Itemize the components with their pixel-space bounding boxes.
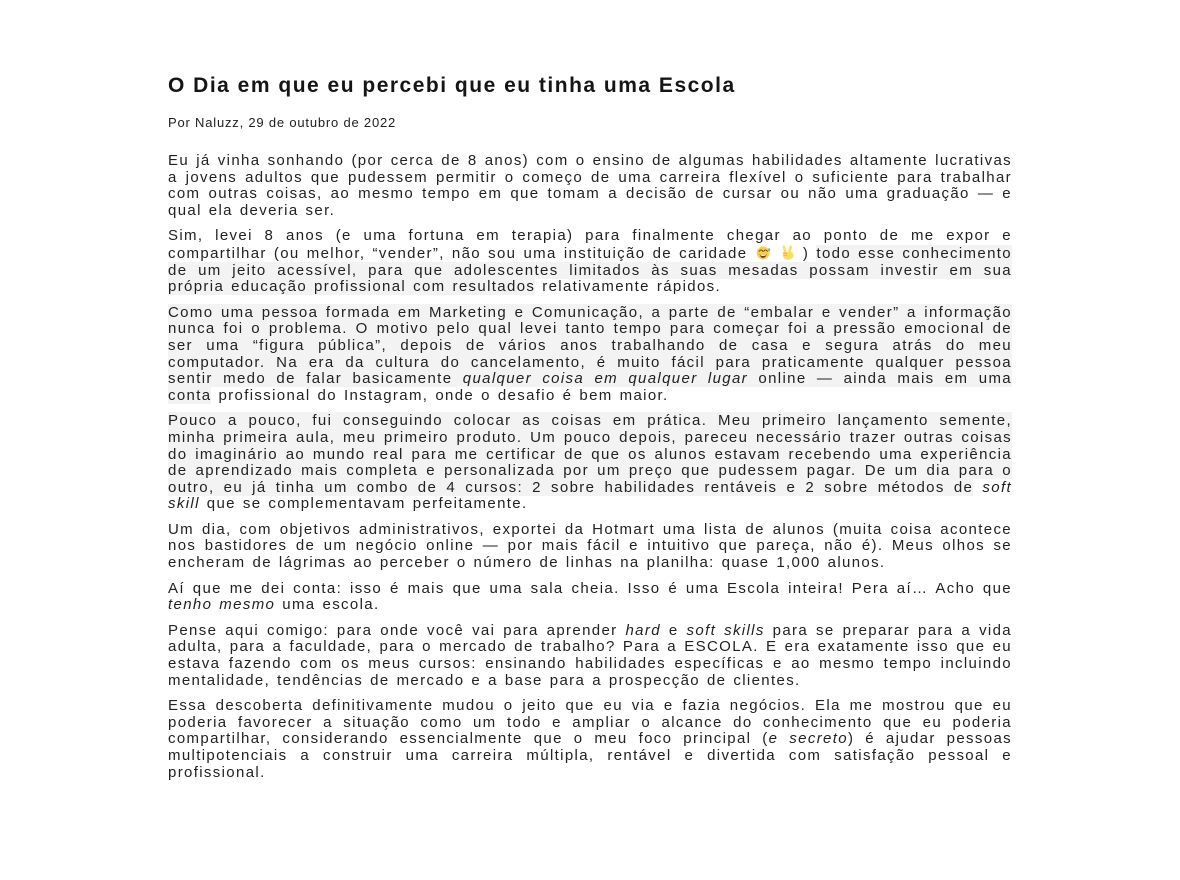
text-run: Sim, levei 8 anos (e uma fortuna em terapia) para finalmente chegar ao ponto de me expor e compartilhar (ou melhor, “vender”, não sou uma instituição de caridade: [168, 227, 1012, 262]
article-paragraph: [168, 623, 1012, 689]
article-byline: Por Naluzz, 29 de outubro de 2022: [168, 115, 397, 130]
text-run: soft skills: [686, 621, 765, 639]
article-paragraph: [168, 228, 1012, 295]
text-run: relativamente rápidos.: [535, 278, 722, 296]
text-run: Pouco a pouco, fui conseguindo colocar as coisas em prática. Meu primeiro lançamento semente, minha primeira aula, meu primeiro produto. Um pouco depois, pareceu necessário trazer outras coisas do imaginário ao mundo real para me certificar de que os alunos estavam recebendo uma experiência de aprendizado mais completa e personalizada por um preço que pudessem pagar. De um dia para o outro, eu já tinha um combo de 4 cursos: 2 sobre habilidades rentáveis e 2 sobre métodos de: [168, 412, 1012, 496]
victory-hand-emoji-icon: [780, 245, 795, 260]
article-content: [168, 74, 1012, 790]
text-run: qualquer coisa em qualquer lugar: [462, 370, 749, 388]
text-run: [772, 245, 779, 262]
article-paragraph: [168, 305, 1012, 405]
article-paragraph: [168, 698, 1012, 781]
text-run: Como uma pessoa formada em Marketing e Comunicação, a parte de “embalar e vender” a informação nunca foi o problema. O motivo pelo qual levei tanto tempo para começar foi a pressão emocional de ser uma “figura pública”, depois de vários anos trabalhando de casa e segura atrás do meu computador. Na era da cultura do cancelamento, é muito fácil para praticamente qualquer pessoa sentir medo de falar basicamente: [168, 303, 1012, 388]
article-paragraph: [168, 581, 1012, 614]
text-run: Aí que me dei conta: isso é mais que uma sala cheia. Isso é uma Escola inteira! Pera aí… Acho que: [168, 579, 1012, 597]
text-run: e: [660, 621, 687, 639]
article-body: [168, 153, 1012, 781]
text-run: online — ainda mais em uma conta: [168, 370, 1012, 404]
text-run: tenho mesmo: [168, 596, 276, 614]
text-run: Essa descoberta definitivamente mudou o jeito que eu via e fazia negócios. Ela me mostrou que eu poderia favorecer a situação como um todo e ampliar o alcance do conhecimento que eu poderia compartilhar, considerando essencialmente que o meu foco principal (: [168, 697, 1012, 748]
text-run: Eu já vinha sonhando (por cerca de 8 anos) com o ensino de algumas habilidades altamente lucrativas a jovens adultos que pudessem permitir o começo de uma carreira flexível o suficiente para trabalhar com outras coisas, ao mesmo tempo em que tomam a decisão de cursar ou não uma graduação — e qual ela deveria ser.: [168, 152, 1012, 219]
text-run: hard: [625, 621, 661, 639]
text-run: profissional do Instagram, onde o desafio é bem maior.: [211, 386, 669, 404]
text-run: todo esse conhecimento de um jeito acessível, para que adolescentes limitados às suas mesadas possam investir em sua própria educação profissional com resultados: [168, 244, 1012, 296]
text-run: ): [795, 244, 817, 262]
sweat-smile-emoji-icon: [756, 245, 771, 260]
article-paragraph: [168, 522, 1012, 572]
article-title: O Dia em que eu percebi que eu tinha uma Escola: [168, 74, 736, 97]
text-run: uma escola.: [275, 596, 380, 614]
text-run: e secreto: [768, 730, 848, 748]
text-run: Pense aqui comigo: para onde você vai para aprender: [168, 621, 626, 639]
text-run: para se preparar para a vida adulta, para a faculdade, para o mercado de trabalho? Para a ESCOLA. E era exatamente isso que eu estava fazendo com os meus cursos: ensinando habilidades específicas e ao mesmo tempo incluindo mentalidade, tendências de mercado e a base para a prospecção de clientes.: [168, 621, 1012, 689]
text-run: soft skill: [168, 478, 1012, 513]
text-run: que se complementavam perfeitamente.: [199, 495, 528, 513]
article-paragraph: [168, 413, 1012, 513]
text-run: Um dia, com objetivos administrativos, exportei da Hotmart uma lista de alunos (muita coisa acontece nos bastidores de um negócio online — por mais fácil e intuitivo que pareça, não é). Meus olhos se encheram de lágrimas ao perceber o número de linhas na planilha: quase 1,000 alunos.: [168, 520, 1012, 572]
article-paragraph: [168, 153, 1012, 219]
text-run: ) é ajudar pessoas multipotenciais a construir uma carreira múltipla, rentável e divertida com satisfação pessoal e profissional.: [168, 730, 1012, 781]
